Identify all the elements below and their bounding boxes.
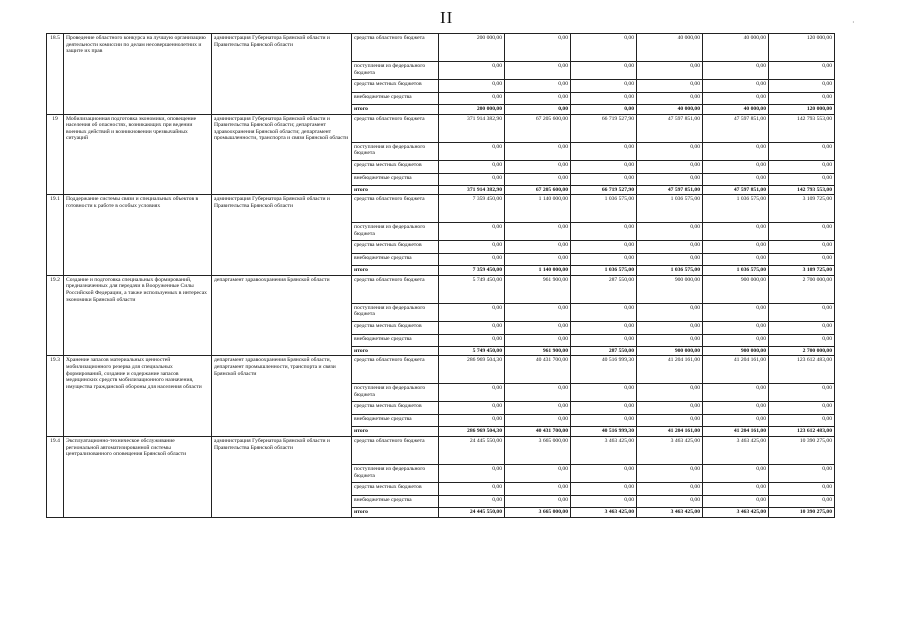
amount-cell: 0,00 — [571, 173, 637, 185]
amount-cell: 0,00 — [769, 223, 835, 241]
amount-cell: 0,00 — [703, 173, 769, 185]
amount-cell: 200 000,00 — [439, 105, 505, 115]
amount-cell: 0,00 — [571, 62, 637, 80]
amount-cell: 0,00 — [505, 464, 571, 482]
funding-source: поступления из федерального бюджета — [352, 142, 439, 160]
amount-cell: 286 969 504,30 — [439, 427, 505, 437]
amount-cell: 0,00 — [505, 93, 571, 105]
amount-cell: 0,00 — [571, 34, 637, 62]
funding-source: итого — [352, 507, 439, 517]
amount-cell: 0,00 — [439, 482, 505, 495]
amount-cell: 0,00 — [769, 142, 835, 160]
amount-cell: 0,00 — [703, 241, 769, 254]
funding-source: средства местных бюджетов — [352, 160, 439, 173]
amount-cell: 0,00 — [637, 142, 703, 160]
amount-cell: 47 597 851,00 — [703, 114, 769, 142]
amount-cell: 0,00 — [769, 334, 835, 346]
funding-source: итого — [352, 346, 439, 356]
funding-source: внебюджетные средства — [352, 495, 439, 507]
funding-source: поступления из федерального бюджета — [352, 223, 439, 241]
amount-cell: 41 204 161,00 — [703, 427, 769, 437]
amount-cell: 0,00 — [703, 384, 769, 402]
amount-cell: 0,00 — [703, 62, 769, 80]
amount-cell: 0,00 — [637, 173, 703, 185]
amount-cell: 5 749 450,00 — [439, 275, 505, 303]
amount-cell: 0,00 — [439, 415, 505, 427]
amount-cell: 0,00 — [505, 303, 571, 321]
amount-cell: 287 550,00 — [571, 275, 637, 303]
amount-cell: 3 463 425,00 — [637, 436, 703, 464]
amount-cell: 1 036 575,00 — [571, 266, 637, 276]
amount-cell: 0,00 — [505, 495, 571, 507]
amount-cell: 0,00 — [637, 241, 703, 254]
item-number: 19.3 — [47, 356, 64, 437]
amount-cell: 3 109 725,00 — [769, 266, 835, 276]
funding-source: внебюджетные средства — [352, 173, 439, 185]
table-row — [47, 195, 835, 223]
amount-cell: 3 665 000,00 — [505, 507, 571, 517]
amount-cell: 0,00 — [439, 223, 505, 241]
measure-name: Мобилизационная подготовка экономики, оповещение населения об опасностях, возникающих при ведении военных действий и возникновении чрезвычайных ситуаций — [64, 114, 212, 195]
amount-cell: 0,00 — [505, 80, 571, 93]
amount-cell: 0,00 — [769, 160, 835, 173]
page-number: II — [440, 8, 454, 27]
amount-cell: 0,00 — [703, 93, 769, 105]
measure-name: Поддержание системы связи и специальных объектов в готовности к работе в особых условиях — [64, 195, 212, 276]
amount-cell: 0,00 — [439, 384, 505, 402]
amount-cell: 1 036 575,00 — [571, 195, 637, 223]
amount-cell: 1 036 575,00 — [637, 266, 703, 276]
amount-cell: 0,00 — [769, 321, 835, 334]
amount-cell: 0,00 — [703, 142, 769, 160]
funding-source: итого — [352, 266, 439, 276]
amount-cell: 0,00 — [571, 105, 637, 115]
amount-cell: 7 359 450,00 — [439, 195, 505, 223]
amount-cell: 900 000,00 — [637, 275, 703, 303]
amount-cell: 66 719 527,90 — [571, 114, 637, 142]
table-row — [47, 275, 835, 303]
amount-cell: 0,00 — [439, 62, 505, 80]
funding-source: поступления из федерального бюджета — [352, 62, 439, 80]
amount-cell: 0,00 — [769, 415, 835, 427]
amount-cell: 0,00 — [439, 402, 505, 415]
amount-cell: 1 036 575,00 — [703, 195, 769, 223]
amount-cell: 0,00 — [505, 254, 571, 266]
amount-cell: 120 000,00 — [769, 34, 835, 62]
amount-cell: 0,00 — [571, 495, 637, 507]
funding-source: итого — [352, 185, 439, 195]
table-row — [47, 114, 835, 142]
measure-name: Хранение запасов материальных ценностей мобилизационного резерва для специальных формирований, создание и содержание запасов медицинских средств мобилизационного назначения, имущества гражданской обороны для населения области — [64, 356, 212, 437]
amount-cell: 0,00 — [769, 495, 835, 507]
amount-cell: 40 000,00 — [703, 105, 769, 115]
measure-name: Эксплуатационно-техническое обслуживание региональной автоматизированной системы централизованного оповещения Брянской области — [64, 436, 212, 517]
amount-cell: 0,00 — [571, 241, 637, 254]
amount-cell: 0,00 — [637, 482, 703, 495]
funding-source: поступления из федерального бюджета — [352, 464, 439, 482]
amount-cell: 0,00 — [439, 464, 505, 482]
amount-cell: 1 036 575,00 — [703, 266, 769, 276]
responsible-org: администрация Губернатора Брянской области и Правительства Брянской области; департамент здравоохранения Брянской области; департамент промышленности, транспорта и связи Брянской области — [212, 114, 352, 195]
amount-cell: 0,00 — [571, 482, 637, 495]
amount-cell: 0,00 — [637, 160, 703, 173]
amount-cell: 3 463 425,00 — [703, 436, 769, 464]
measure-name: Проведение областного конкурса на лучшую организацию деятельности комиссии по делам несовершеннолетних и защите их прав — [64, 34, 212, 115]
amount-cell: 24 445 550,00 — [439, 436, 505, 464]
funding-source: средства местных бюджетов — [352, 321, 439, 334]
funding-source: поступления из федерального бюджета — [352, 384, 439, 402]
amount-cell: 0,00 — [769, 80, 835, 93]
amount-cell: 41 204 161,00 — [637, 427, 703, 437]
amount-cell: 0,00 — [571, 254, 637, 266]
amount-cell: 961 900,00 — [505, 275, 571, 303]
amount-cell: 0,00 — [571, 464, 637, 482]
amount-cell: 123 612 483,00 — [769, 427, 835, 437]
amount-cell: 200 000,00 — [439, 34, 505, 62]
amount-cell: 961 900,00 — [505, 346, 571, 356]
amount-cell: 40 000,00 — [703, 34, 769, 62]
amount-cell: 0,00 — [505, 223, 571, 241]
funding-source: средства областного бюджета — [352, 195, 439, 223]
amount-cell: 0,00 — [703, 80, 769, 93]
amount-cell: 0,00 — [703, 303, 769, 321]
amount-cell: 10 390 275,00 — [769, 507, 835, 517]
table-row — [47, 436, 835, 464]
funding-source: внебюджетные средства — [352, 254, 439, 266]
amount-cell: 41 204 161,00 — [637, 356, 703, 384]
amount-cell: 371 914 382,90 — [439, 114, 505, 142]
amount-cell: 0,00 — [637, 303, 703, 321]
amount-cell: 7 359 450,00 — [439, 266, 505, 276]
amount-cell: 0,00 — [439, 93, 505, 105]
item-number: 19.2 — [47, 275, 64, 356]
amount-cell: 0,00 — [505, 482, 571, 495]
amount-cell: 0,00 — [571, 93, 637, 105]
amount-cell: 10 390 275,00 — [769, 436, 835, 464]
table-row — [47, 356, 835, 384]
amount-cell: 3 109 725,00 — [769, 195, 835, 223]
amount-cell: 2 700 000,00 — [769, 346, 835, 356]
amount-cell: 0,00 — [703, 495, 769, 507]
amount-cell: 0,00 — [505, 241, 571, 254]
amount-cell: 24 445 550,00 — [439, 507, 505, 517]
amount-cell: 0,00 — [769, 93, 835, 105]
amount-cell: 0,00 — [505, 173, 571, 185]
responsible-org: администрация Губернатора Брянской области и Правительства Брянской области — [212, 436, 352, 517]
amount-cell: 40 000,00 — [637, 34, 703, 62]
amount-cell: 0,00 — [769, 62, 835, 80]
amount-cell: 0,00 — [637, 495, 703, 507]
funding-source: средства областного бюджета — [352, 275, 439, 303]
amount-cell: 41 204 161,00 — [703, 356, 769, 384]
amount-cell: 0,00 — [505, 105, 571, 115]
amount-cell: 0,00 — [439, 495, 505, 507]
amount-cell: 0,00 — [571, 80, 637, 93]
amount-cell: 900 000,00 — [703, 275, 769, 303]
amount-cell: 1 140 000,00 — [505, 195, 571, 223]
funding-source: поступления из федерального бюджета — [352, 303, 439, 321]
amount-cell: 40 431 700,00 — [505, 356, 571, 384]
amount-cell: 0,00 — [571, 160, 637, 173]
amount-cell: 0,00 — [769, 303, 835, 321]
funding-source: средства местных бюджетов — [352, 482, 439, 495]
item-number: 18.5 — [47, 34, 64, 115]
amount-cell: 40 516 999,30 — [571, 427, 637, 437]
amount-cell: 0,00 — [769, 384, 835, 402]
amount-cell: 142 793 553,00 — [769, 185, 835, 195]
amount-cell: 0,00 — [769, 464, 835, 482]
funding-source: внебюджетные средства — [352, 334, 439, 346]
amount-cell: 371 914 382,90 — [439, 185, 505, 195]
amount-cell: 0,00 — [637, 464, 703, 482]
amount-cell: 0,00 — [637, 415, 703, 427]
amount-cell: 0,00 — [439, 160, 505, 173]
amount-cell: 0,00 — [571, 334, 637, 346]
measure-name: Создание и подготовка специальных формирований, предназначенных для передачи в Вооруженные Силы Российской Федерации, а также используемых в интересах экономики Брянской области — [64, 275, 212, 356]
amount-cell: 0,00 — [505, 334, 571, 346]
amount-cell: 0,00 — [703, 321, 769, 334]
responsible-org: администрация Губернатора Брянской области и Правительства Брянской области — [212, 195, 352, 276]
amount-cell: 0,00 — [439, 241, 505, 254]
funding-source: средства областного бюджета — [352, 356, 439, 384]
amount-cell: 0,00 — [703, 254, 769, 266]
amount-cell: 900 000,00 — [637, 346, 703, 356]
amount-cell: 0,00 — [637, 254, 703, 266]
amount-cell: 0,00 — [505, 62, 571, 80]
amount-cell: 287 550,00 — [571, 346, 637, 356]
amount-cell: 0,00 — [637, 93, 703, 105]
budget-table — [46, 33, 835, 518]
amount-cell: 0,00 — [439, 80, 505, 93]
funding-source: средства местных бюджетов — [352, 241, 439, 254]
funding-source: средства местных бюджетов — [352, 80, 439, 93]
amount-cell: 0,00 — [769, 173, 835, 185]
amount-cell: 0,00 — [505, 321, 571, 334]
amount-cell: 0,00 — [571, 142, 637, 160]
amount-cell: 1 036 575,00 — [637, 195, 703, 223]
amount-cell: 0,00 — [505, 160, 571, 173]
amount-cell: 67 205 600,00 — [505, 185, 571, 195]
amount-cell: 0,00 — [637, 402, 703, 415]
amount-cell: 3 463 425,00 — [571, 507, 637, 517]
amount-cell: 0,00 — [637, 223, 703, 241]
item-number: 19.1 — [47, 195, 64, 276]
funding-source: средства местных бюджетов — [352, 402, 439, 415]
amount-cell: 0,00 — [703, 223, 769, 241]
amount-cell: 47 597 851,00 — [637, 114, 703, 142]
amount-cell: 0,00 — [571, 321, 637, 334]
amount-cell: 0,00 — [637, 321, 703, 334]
amount-cell: 5 749 450,00 — [439, 346, 505, 356]
funding-source: внебюджетные средства — [352, 415, 439, 427]
amount-cell: 3 463 425,00 — [637, 507, 703, 517]
corner-mark: · — [852, 18, 855, 27]
amount-cell: 0,00 — [439, 142, 505, 160]
amount-cell: 0,00 — [505, 415, 571, 427]
amount-cell: 3 463 425,00 — [571, 436, 637, 464]
amount-cell: 1 140 000,00 — [505, 266, 571, 276]
amount-cell: 0,00 — [439, 173, 505, 185]
amount-cell: 0,00 — [637, 334, 703, 346]
amount-cell: 0,00 — [637, 80, 703, 93]
amount-cell: 0,00 — [439, 254, 505, 266]
amount-cell: 0,00 — [571, 303, 637, 321]
amount-cell: 0,00 — [505, 384, 571, 402]
amount-cell: 0,00 — [439, 334, 505, 346]
amount-cell: 0,00 — [703, 464, 769, 482]
amount-cell: 0,00 — [703, 415, 769, 427]
amount-cell: 0,00 — [505, 142, 571, 160]
item-number: 19.4 — [47, 436, 64, 517]
amount-cell: 0,00 — [505, 402, 571, 415]
funding-source: итого — [352, 427, 439, 437]
amount-cell: 0,00 — [769, 482, 835, 495]
amount-cell: 0,00 — [571, 402, 637, 415]
amount-cell: 900 000,00 — [703, 346, 769, 356]
responsible-org: департамент здравоохранения Брянской области — [212, 275, 352, 356]
amount-cell: 0,00 — [703, 482, 769, 495]
amount-cell: 2 700 000,00 — [769, 275, 835, 303]
amount-cell: 0,00 — [637, 62, 703, 80]
amount-cell: 0,00 — [769, 254, 835, 266]
amount-cell: 40 431 700,00 — [505, 427, 571, 437]
amount-cell: 0,00 — [571, 415, 637, 427]
amount-cell: 0,00 — [769, 241, 835, 254]
responsible-org: департамент здравоохранения Брянской области, департамент промышленности, транспорта и связи Брянской области — [212, 356, 352, 437]
funding-source: внебюджетные средства — [352, 93, 439, 105]
amount-cell: 47 597 851,00 — [703, 185, 769, 195]
amount-cell: 0,00 — [571, 223, 637, 241]
amount-cell: 0,00 — [637, 384, 703, 402]
amount-cell: 0,00 — [769, 402, 835, 415]
responsible-org: администрация Губернатора Брянской области и Правительства Брянской области — [212, 34, 352, 115]
amount-cell: 67 205 600,00 — [505, 114, 571, 142]
amount-cell: 47 597 851,00 — [637, 185, 703, 195]
funding-source: итого — [352, 105, 439, 115]
amount-cell: 286 969 504,30 — [439, 356, 505, 384]
amount-cell: 40 000,00 — [637, 105, 703, 115]
funding-source: средства областного бюджета — [352, 436, 439, 464]
amount-cell: 0,00 — [703, 334, 769, 346]
amount-cell: 3 665 000,00 — [505, 436, 571, 464]
amount-cell: 0,00 — [703, 160, 769, 173]
amount-cell: 3 463 425,00 — [703, 507, 769, 517]
amount-cell: 123 612 483,00 — [769, 356, 835, 384]
item-number: 19 — [47, 114, 64, 195]
amount-cell: 120 000,00 — [769, 105, 835, 115]
funding-source: средства областного бюджета — [352, 114, 439, 142]
amount-cell: 0,00 — [571, 384, 637, 402]
amount-cell: 66 719 527,90 — [571, 185, 637, 195]
amount-cell: 0,00 — [439, 321, 505, 334]
amount-cell: 0,00 — [703, 402, 769, 415]
amount-cell: 0,00 — [439, 303, 505, 321]
funding-source: средства областного бюджета — [352, 34, 439, 62]
amount-cell: 40 516 999,30 — [571, 356, 637, 384]
table-row — [47, 34, 835, 62]
amount-cell: 142 793 553,00 — [769, 114, 835, 142]
amount-cell: 0,00 — [505, 34, 571, 62]
